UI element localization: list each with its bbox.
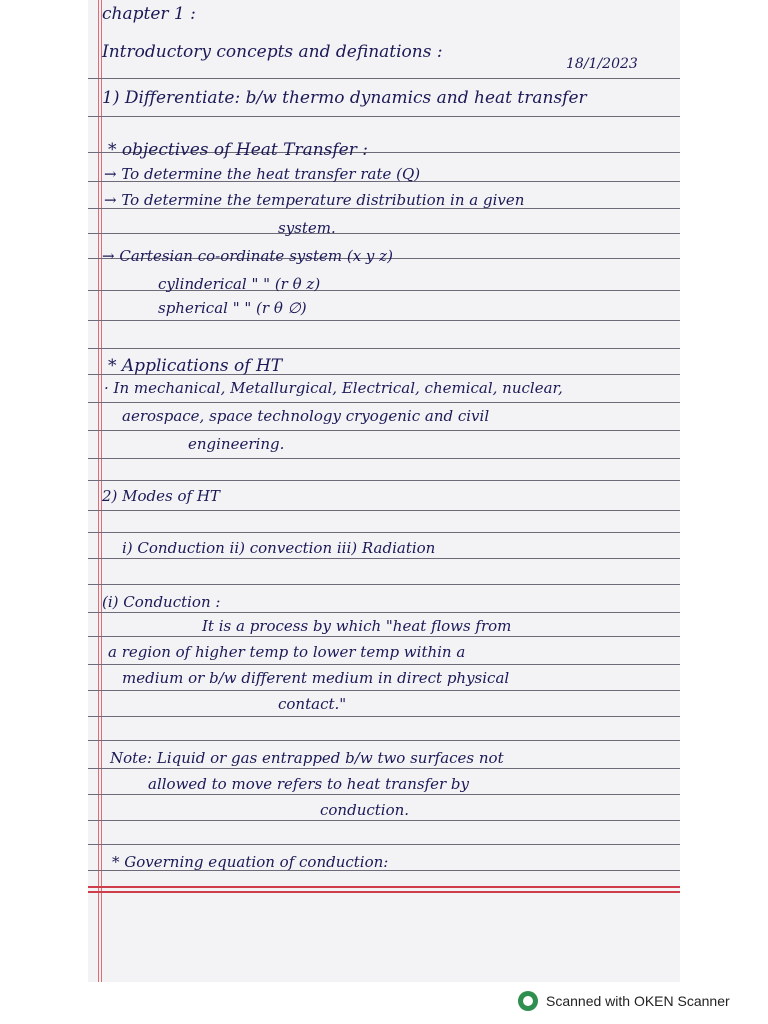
note-line: (i) Conduction :: [102, 593, 221, 611]
ruled-line: [88, 510, 680, 511]
note-line: i) Conduction ii) convection iii) Radiation: [122, 539, 436, 557]
note-line: → Cartesian co-ordinate system (x y z): [102, 247, 393, 265]
note-line: * Applications of HT: [108, 356, 283, 376]
note-line: · In mechanical, Metallurgical, Electrical, chemical, nuclear,: [104, 379, 563, 397]
margin-line: [98, 0, 99, 982]
notebook-page: [88, 0, 680, 982]
ruled-line: [88, 794, 680, 795]
note-line: contact.": [278, 695, 347, 713]
note-line: cylinderical " " (r θ z): [158, 275, 321, 293]
note-line: spherical " " (r θ ∅): [158, 299, 307, 317]
ruled-line: [88, 612, 680, 613]
note-line: 2) Modes of HT: [102, 487, 220, 505]
ruled-line: [88, 768, 680, 769]
ruled-line: [88, 558, 680, 559]
chapter-heading: chapter 1 :: [102, 4, 196, 24]
ruled-line: [88, 458, 680, 459]
ruled-line: [88, 820, 680, 821]
ruled-line: [88, 584, 680, 585]
ruled-line: [88, 532, 680, 533]
note-line: aerospace, space technology cryogenic and civil: [122, 407, 490, 425]
note-line: 1) Differentiate: b/w thermo dynamics and heat transfer: [102, 88, 587, 108]
note-line: allowed to move refers to heat transfer by: [148, 775, 470, 793]
note-line: conduction.: [320, 801, 410, 819]
note-line: system.: [278, 219, 336, 237]
ruled-line: [88, 844, 680, 845]
ruled-line: [88, 430, 680, 431]
note-line: * objectives of Heat Transfer :: [108, 140, 369, 160]
bottom-margin-line: [88, 886, 680, 888]
scanner-text: Scanned with OKEN Scanner: [546, 993, 730, 1009]
ruled-line: [88, 740, 680, 741]
section-title: Introductory concepts and definations :: [102, 42, 443, 62]
note-line: medium or b/w different medium in direct physical: [122, 669, 510, 687]
ruled-line: [88, 233, 680, 234]
scanner-watermark: [518, 990, 730, 1012]
note-line: → To determine the temperature distribution in a given: [104, 191, 525, 209]
note-line: → To determine the heat transfer rate (Q): [104, 165, 421, 183]
note-line: * Governing equation of conduction:: [112, 853, 389, 871]
ruled-line: [88, 480, 680, 481]
note-line: engineering.: [188, 435, 285, 453]
scanner-logo-icon: [518, 991, 538, 1011]
ruled-line: [88, 116, 680, 117]
note-line: It is a process by which "heat flows from: [202, 617, 512, 635]
ruled-line: [88, 636, 680, 637]
ruled-line: [88, 664, 680, 665]
ruled-line: [88, 690, 680, 691]
ruled-line: [88, 402, 680, 403]
ruled-line: [88, 348, 680, 349]
note-line: Note: Liquid or gas entrapped b/w two surfaces not: [110, 749, 504, 767]
note-line: a region of higher temp to lower temp within a: [108, 643, 466, 661]
ruled-line: [88, 320, 680, 321]
ruled-line: [88, 78, 680, 79]
note-date: 18/1/2023: [566, 56, 638, 72]
bottom-margin-line: [88, 891, 680, 893]
ruled-line: [88, 716, 680, 717]
